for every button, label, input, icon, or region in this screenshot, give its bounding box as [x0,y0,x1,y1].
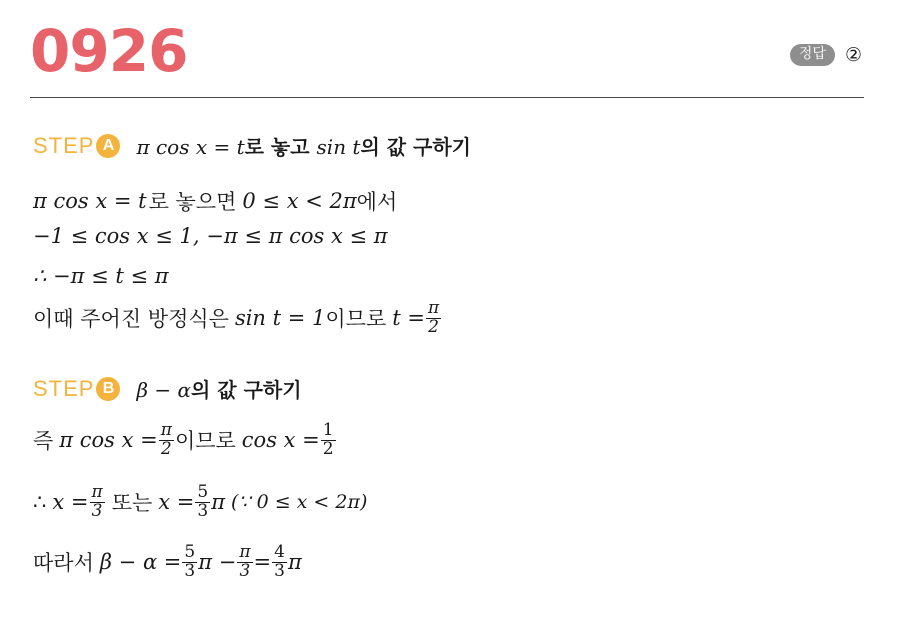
step-a-title-text1: 로 놓고 [244,135,310,159]
line7-pi: π [287,550,302,575]
step-a-title [136,131,471,160]
line7-numerator-2: π [239,542,251,562]
line1-expr: π cos x = t [33,189,147,213]
line6-numerator-1: π [91,482,103,502]
line7-numerator-3: 4 [274,542,285,562]
line6-condition: (∵ 0 ≤ x < 2π) [231,491,368,514]
line7-expr: β − α = [99,550,182,575]
solution-line-2 [33,224,388,248]
answer-value: ② [844,44,862,66]
step-a-title-text2: 의 값 구하기 [360,135,471,159]
answer-badge: 정답 [790,44,835,65]
line5-head: 즉 [33,429,54,454]
step-a-letter-icon: A [96,134,120,158]
line7-numerator-1: 5 [184,542,196,562]
solution-line-1 [33,186,397,216]
line7-text: 따라서 [33,551,94,576]
line7-fraction-3 [272,544,287,581]
line5-expr: π cos x = [59,428,158,453]
line6-lhs2: x = [158,490,195,515]
line5-denominator-2: 2 [322,438,334,459]
line2-expr: −1 ≤ cos x ≤ 1, −π ≤ π cos x ≤ π [33,224,388,248]
line7-denominator-2: 3 [239,560,251,581]
line6-therefore: ∴ [33,490,47,515]
line5-text: 이므로 [174,429,236,454]
step-a-word: STEP [33,132,95,158]
step-b-letter-icon: B [96,377,120,401]
step-b-label [33,376,120,402]
line1-cond: 0 ≤ x < 2π [242,189,357,213]
line4-denominator: 2 [428,316,439,337]
line3-expr: ∴ −π ≤ t ≤ π [33,264,169,288]
header-divider [30,97,864,98]
answer-area [790,44,862,66]
line6-lhs1: x = [52,490,89,515]
line5-denominator-1: 2 [160,438,172,459]
line1-tail: 에서 [356,190,398,214]
solution-line-7 [33,544,302,581]
line5-fraction-1 [159,422,174,459]
line5-numerator-1: π [160,420,172,440]
line7-fraction-2 [237,544,252,581]
line4-lhs: t = [392,306,425,331]
line6-fraction-1 [90,484,105,521]
step-b-word: STEP [33,375,95,401]
line6-numerator-2: 5 [197,482,209,502]
line7-eq: = [253,550,272,575]
line6-denominator-1: 3 [91,500,103,521]
line7-mid: π − [198,550,237,575]
line5-numerator-2: 1 [322,420,334,440]
line4-fraction [426,300,441,337]
line6-denominator-2: 3 [197,500,209,521]
step-b-heading [33,374,302,403]
step-a-title-expr2: sin t [316,135,361,159]
step-a-title-expr1: π cos x = t [136,135,245,159]
step-a-heading [33,131,471,160]
solution-line-3 [33,264,169,288]
line6-text: 또는 [111,491,153,516]
line7-fraction-1 [182,544,197,581]
problem-number: 0926 [30,17,188,85]
line6-fraction-2 [195,484,210,521]
solution-line-4 [33,300,442,337]
line4-text2: 이므로 [325,307,387,332]
step-b-title-expr: β − α [136,378,192,402]
solution-line-6 [33,484,367,521]
step-a-label [33,133,120,159]
line4-expr: sin t = 1 [234,306,326,331]
line6-pi: π [211,490,226,515]
solution-line-5 [33,422,337,459]
line1-text: 로 놓으면 [148,190,237,214]
line4-text1: 이때 주어진 방정식은 [33,307,229,332]
line5-expr2: cos x = [241,428,320,453]
step-b-title [136,374,301,403]
line5-fraction-2 [321,422,336,459]
line7-denominator-3: 3 [274,560,285,581]
line7-denominator-1: 3 [184,560,196,581]
line4-numerator: π [427,298,440,318]
step-b-title-text: 의 값 구하기 [191,378,302,402]
